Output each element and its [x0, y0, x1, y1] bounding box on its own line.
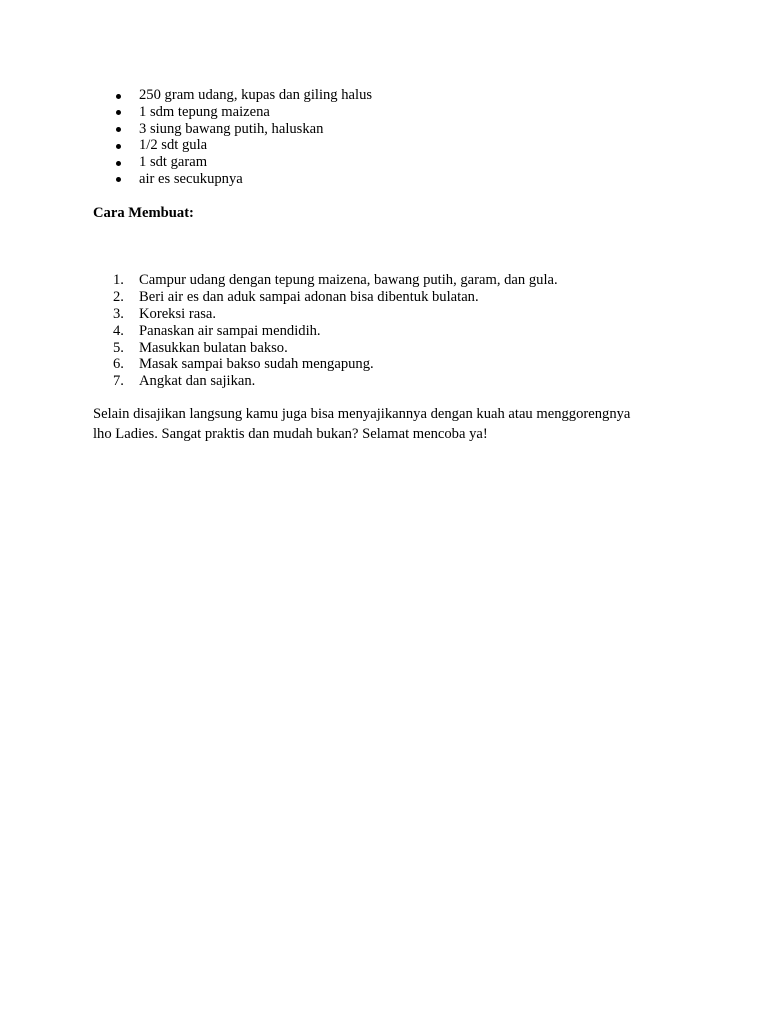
step-text: Campur udang dengan tepung maizena, bawang putih, garam, dan gula.	[139, 272, 558, 288]
step-text: Panaskan air sampai mendidih.	[139, 322, 321, 339]
step-number: 3.	[113, 305, 124, 322]
step-number: 6.	[113, 356, 124, 373]
bullet-icon	[116, 144, 121, 149]
bullet-icon	[116, 177, 121, 182]
ingredient-text: 1 sdm tepung maizena	[139, 103, 270, 120]
ingredient-text: 1/2 sdt gula	[139, 137, 208, 154]
step-text: Masak sampai bakso sudah mengapung.	[139, 356, 374, 373]
closing-line: Selain disajikan langsung kamu juga bisa menyajikannya dengan kuah atau menggorengnya	[93, 406, 631, 422]
step-number: 5.	[113, 339, 124, 356]
step-number: 1.	[113, 272, 124, 288]
bullet-icon	[116, 94, 121, 99]
step-text: Masukkan bulatan bakso.	[139, 339, 288, 356]
ingredient-text: 1 sdt garam	[139, 154, 208, 171]
ingredient-text: 3 siung bawang putih, haluskan	[139, 120, 324, 137]
bullet-icon	[116, 110, 121, 115]
closing-paragraph	[93, 405, 693, 444]
step-text: Koreksi rasa.	[139, 305, 216, 322]
ingredient-text: air es secukupnya	[139, 170, 243, 187]
step-number: 4.	[113, 322, 124, 339]
closing-line: lho Ladies. Sangat praktis dan mudah bukan? Selamat mencoba ya!	[93, 425, 488, 442]
step-number: 2.	[113, 288, 124, 305]
step-number: 7.	[113, 373, 124, 390]
bullet-icon	[116, 161, 121, 166]
step-text: Angkat dan sajikan.	[139, 373, 256, 390]
method-heading: Cara Membuat:	[93, 205, 194, 221]
ingredient-text: 250 gram udang, kupas dan giling halus	[139, 87, 373, 103]
bullet-icon	[116, 127, 121, 132]
step-text: Beri air es dan aduk sampai adonan bisa dibentuk bulatan.	[139, 288, 479, 305]
